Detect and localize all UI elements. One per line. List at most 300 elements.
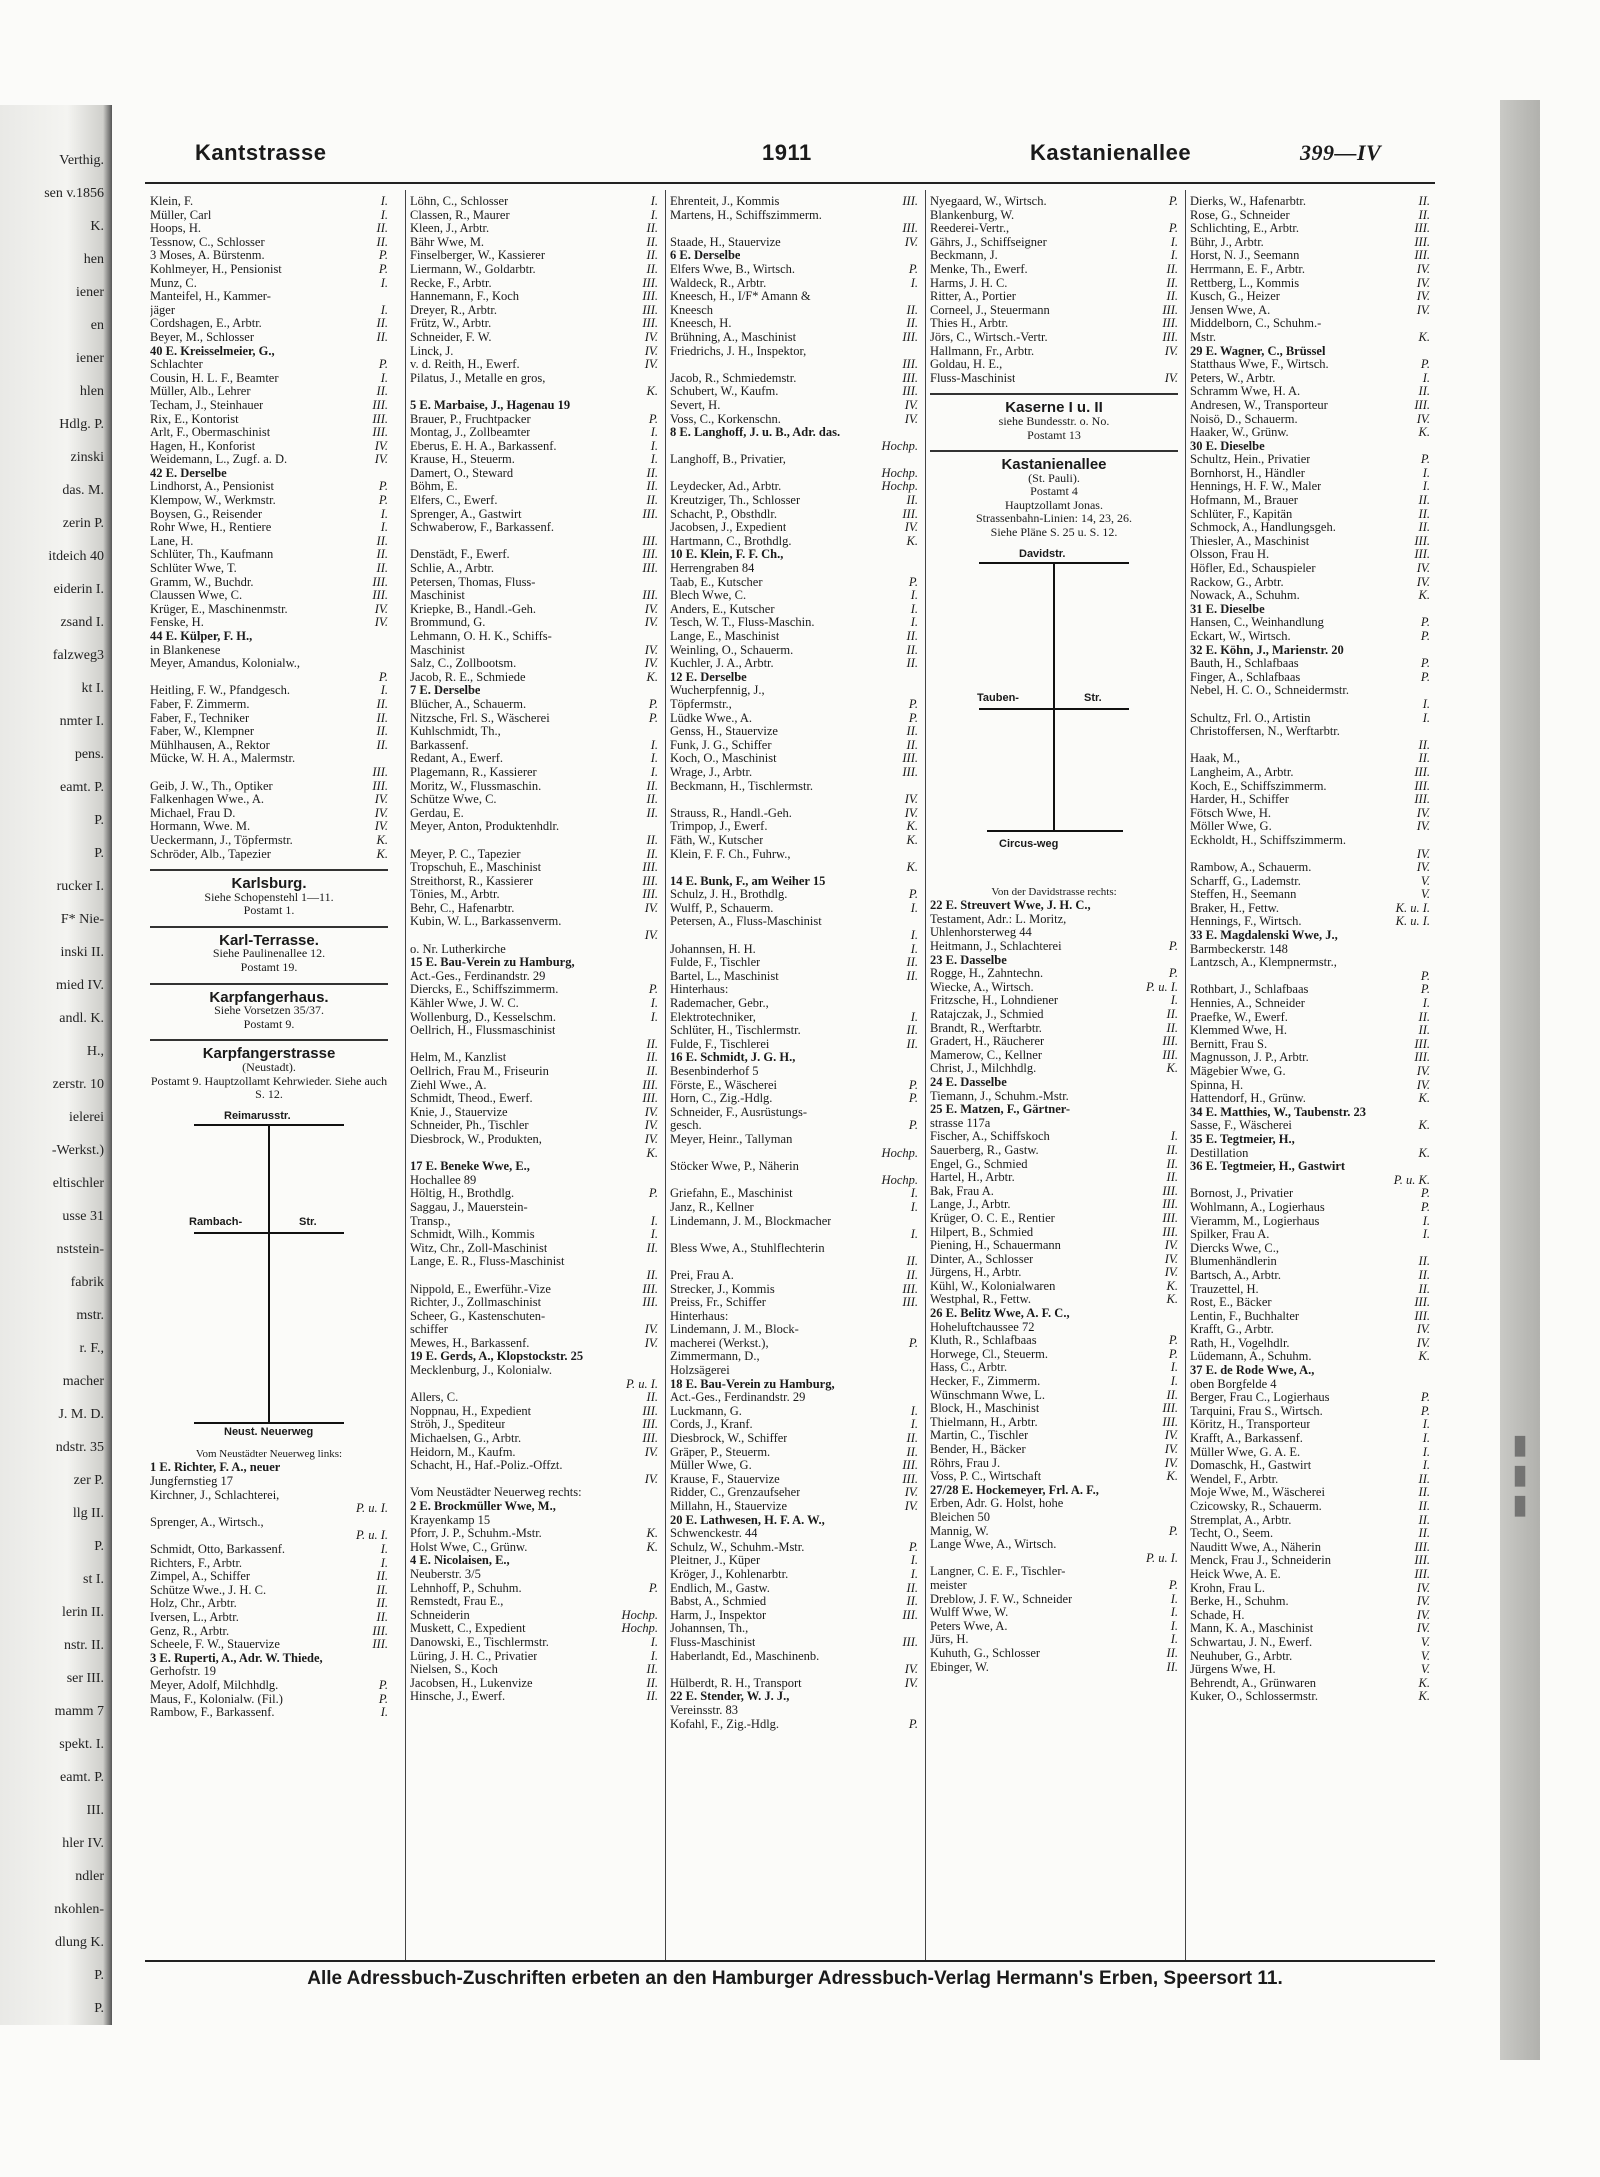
street-heading-block <box>150 983 388 1032</box>
entry-name: Hoheluftchaussee 72 <box>930 1320 1035 1334</box>
entry-name: Meyer, Adolf, Milchhdlg. <box>150 1678 279 1692</box>
directory-entry <box>150 562 388 576</box>
entry-name: Oellrich, H., Flussmaschinist <box>410 1024 556 1038</box>
entry-floor: I. <box>650 737 658 752</box>
directory-entry <box>1190 1622 1430 1636</box>
entry-floor <box>655 1310 658 1324</box>
directory-entry <box>410 616 658 630</box>
entry-floor: I. <box>1422 1213 1430 1228</box>
spine-text-fragment: iener <box>76 285 104 300</box>
directory-entry <box>410 793 658 807</box>
entry-name: Erben, Adr. G. Holst, hohe <box>930 1497 1064 1511</box>
entry-floor: II. <box>376 710 388 725</box>
entry-name: Voss, P. C., Wirtschaft <box>930 1470 1042 1484</box>
entry-floor: IV. <box>1164 1455 1178 1470</box>
entry-name: Hass, C., Arbtr. <box>930 1361 1008 1375</box>
entry-floor: II. <box>1418 384 1430 399</box>
entry-name: Wendel, F., Arbtr. <box>1190 1472 1279 1486</box>
entry-name: Heitling, F. W., Pfandgesch. <box>150 684 290 698</box>
directory-entry <box>410 820 658 834</box>
directory-entry <box>410 480 658 494</box>
entry-floor: II. <box>646 221 658 236</box>
entry-floor <box>1175 1565 1178 1579</box>
entry-name: 33 E. Magdalenski Wwe, J., <box>1190 929 1338 943</box>
entry-name: Lange Wwe, A., Wirtsch. <box>930 1538 1057 1552</box>
spine-text-fragment: hler IV. <box>62 1836 104 1851</box>
entry-floor: III. <box>1162 1197 1178 1212</box>
entry-floor: IV. <box>1416 574 1430 589</box>
entry-name: Gerhofstr. 19 <box>150 1665 216 1679</box>
directory-entry <box>410 698 658 712</box>
directory-entry <box>930 1416 1178 1430</box>
entry-name: Kneesch, H. <box>670 317 732 331</box>
entry-name: Funk, J. G., Schiffer <box>670 738 772 752</box>
entry-floor: III. <box>902 384 918 399</box>
entry-name: Haaker, W., Grünw. <box>1190 426 1289 440</box>
entry-floor: P. <box>1420 982 1430 997</box>
entry-floor <box>915 684 918 698</box>
directory-entry <box>410 317 658 331</box>
entry-name: Hecker, F., Zimmerm. <box>930 1375 1041 1389</box>
entry-floor: P. <box>1420 452 1430 467</box>
street-plan-label: Str. <box>299 1215 317 1228</box>
entry-name: Dreyer, R., Arbtr. <box>410 303 497 317</box>
spine-text-fragment: fabrik <box>70 1275 104 1290</box>
entry-name: Mecklenburg, J., Kolonialw. <box>410 1364 552 1378</box>
directory-entry <box>670 752 918 766</box>
entry-name: Hansen, C., Weinhandlung <box>1190 616 1324 630</box>
entry-floor: II. <box>376 329 388 344</box>
entry-floor: II. <box>646 1064 658 1078</box>
directory-entry <box>410 1554 658 1568</box>
entry-name: Schneider, Ph., Tischler <box>410 1119 529 1133</box>
entry-name: Lane, H. <box>150 534 194 548</box>
entry-name: Kuker, O., Schlossermstr. <box>1190 1690 1318 1704</box>
entry-floor: P. <box>1168 1577 1178 1592</box>
spine-text-fragment: H., <box>86 1044 104 1059</box>
directory-entry <box>670 1201 918 1215</box>
entry-name: Manteifel, H., Kammer- <box>150 290 271 304</box>
directory-entry <box>670 1595 918 1609</box>
entry-name: Preiss, Fr., Schiffer <box>670 1296 766 1310</box>
entry-name: Behr, C., Hafenarbtr. <box>410 901 515 915</box>
entry-name: Sprenger, A., Gastwirt <box>410 507 522 521</box>
entry-floor: II. <box>1418 1471 1430 1486</box>
directory-entry <box>150 440 388 454</box>
entry-name: 19 E. Gerds, A., Klopstockstr. 25 <box>410 1350 584 1364</box>
entry-name: Classen, R., Maurer <box>410 208 510 222</box>
entry-floor <box>385 345 388 359</box>
entry-floor: I. <box>910 1417 918 1432</box>
entry-name: Remstedt, Frau E., <box>410 1595 504 1609</box>
directory-entry <box>930 1035 1178 1049</box>
entry-floor <box>655 1160 658 1174</box>
street-heading-post: Postamt 9. <box>243 1016 295 1031</box>
entry-floor: II. <box>646 1267 658 1282</box>
spine-text-fragment: zerin P. <box>62 516 104 531</box>
entry-name: Rothbart, J., Schlafbaas <box>1190 983 1309 997</box>
directory-entry <box>930 1647 1178 1661</box>
directory-entry <box>150 480 388 494</box>
entry-name: Möller Wwe, G. <box>1190 820 1272 834</box>
entry-name: Nauditt Wwe, A., Näherin <box>1190 1540 1321 1554</box>
entry-name: 2 E. Brockmüller Wwe, M., <box>410 1500 556 1513</box>
directory-entry <box>670 848 918 862</box>
directory-entry <box>150 576 388 590</box>
entry-name: macherei (Werkst.), <box>670 1336 769 1350</box>
entry-name: Finselberger, W., Kassierer <box>410 249 546 263</box>
entry-floor: IV. <box>1164 1265 1178 1280</box>
directory-entry <box>1190 1554 1430 1568</box>
entry-name: Knie, J., Stauervize <box>410 1105 508 1119</box>
entry-name: Statthaus Wwe, F., Wirtsch. <box>1190 358 1329 372</box>
directory-entry <box>670 1446 918 1460</box>
directory-entry <box>150 1516 388 1530</box>
directory-entry <box>410 983 658 997</box>
directory-entry <box>410 1378 658 1392</box>
entry-floor: K. <box>646 1145 658 1160</box>
directory-entry <box>930 1661 1178 1675</box>
directory-entry <box>410 1364 658 1378</box>
entry-name: Peters Wwe, A. <box>930 1619 1008 1633</box>
entry-name: Schultz, Hein., Privatier <box>1190 453 1311 467</box>
directory-entry <box>930 1212 1178 1226</box>
directory-entry <box>410 548 658 562</box>
entry-name: 15 E. Bau-Verein zu Hamburg, <box>410 956 575 970</box>
entry-name: Krafft, A., Barkassenf. <box>1190 1432 1303 1446</box>
entry-name: Wrage, J., Arbtr. <box>670 765 753 779</box>
entry-name: Stöcker Wwe, P., Näherin <box>670 1160 799 1174</box>
entry-name: Bauth, H., Schlafbaas <box>1190 657 1299 671</box>
directory-entry <box>150 236 388 250</box>
entry-name: Ebinger, W. <box>930 1660 989 1674</box>
directory-entry <box>150 1693 388 1707</box>
entry-name: Millahn, H., Stauervize <box>670 1500 787 1513</box>
directory-entry <box>930 195 1178 209</box>
directory-entry <box>670 480 918 494</box>
entry-floor: III. <box>1162 1047 1178 1062</box>
directory-entry <box>930 994 1178 1008</box>
entry-name: Gräper, P., Steuerm. <box>670 1445 771 1459</box>
directory-entry <box>930 1334 1178 1348</box>
directory-entry <box>670 1024 918 1038</box>
entry-floor: P. <box>1420 656 1430 671</box>
entry-name: Kähler Wwe, J. W. C. <box>410 997 519 1011</box>
entry-name: Müller, Alb., Lehrer <box>150 385 251 399</box>
entry-name: Johannsen, H. H. <box>670 942 756 956</box>
directory-entry <box>670 345 918 359</box>
directory-entry <box>930 1633 1178 1647</box>
directory-entry <box>410 1473 658 1487</box>
directory-entry <box>930 1280 1178 1294</box>
entry-floor: II. <box>376 547 388 562</box>
entry-name: Müller Wwe, G. A. E. <box>1190 1445 1301 1459</box>
directory-entry <box>1190 562 1430 576</box>
header-right-street: Kastanienallee <box>1030 140 1192 165</box>
spine-text-fragment: llg II. <box>72 1506 104 1521</box>
directory-entry <box>1190 1595 1430 1609</box>
directory-entry <box>410 684 658 698</box>
entry-name: Lantzsch, A., Klempnermstr., <box>1190 956 1337 970</box>
entry-name: Schlichting, E., Arbtr. <box>1190 222 1300 236</box>
directory-entry <box>1190 1446 1430 1460</box>
directory-entry <box>670 630 918 644</box>
directory-entry <box>1190 1459 1430 1473</box>
entry-floor: V. <box>1420 887 1430 902</box>
entry-name: 29 E. Wagner, C., Brüssel <box>1190 344 1326 358</box>
entry-name: Linck, J. <box>410 344 454 358</box>
cross-street <box>194 1422 344 1424</box>
entry-floor: II. <box>1166 1645 1178 1660</box>
entry-name: Schmidt, Theod., Ewerf. <box>410 1092 533 1106</box>
directory-entry <box>930 1402 1178 1416</box>
directory-column-5 <box>1190 195 1430 1955</box>
directory-entry <box>1190 834 1430 848</box>
entry-floor: K. <box>906 860 918 875</box>
directory-entry <box>930 1130 1178 1144</box>
entry-floor: IV. <box>644 1104 658 1119</box>
entry-floor <box>915 848 918 862</box>
directory-entry <box>1190 1228 1430 1242</box>
entry-floor: II. <box>1166 1142 1178 1157</box>
directory-entry <box>150 317 388 331</box>
directory-entry <box>410 1079 658 1093</box>
entry-floor: III. <box>1414 792 1430 807</box>
spine-text-fragment: hen <box>83 252 104 267</box>
entry-name: Petersen, A., Fluss-Maschinist <box>670 915 822 929</box>
directory-entry <box>670 576 918 590</box>
entry-floor: P. <box>1168 966 1178 981</box>
entry-floor: III. <box>902 329 918 344</box>
directory-entry <box>150 1461 388 1475</box>
entry-floor: I. <box>380 370 388 385</box>
entry-name: Ströh, J., Spediteur <box>410 1418 506 1432</box>
spine-text-fragment: falzweg3 <box>52 648 104 663</box>
street-plan-label: Davidstr. <box>1019 547 1066 560</box>
entry-floor: I. <box>650 438 658 453</box>
entry-name: Müller Wwe, G. <box>670 1459 752 1473</box>
entry-name: Neuberstr. 3/5 <box>410 1567 481 1581</box>
directory-entry <box>1190 535 1430 549</box>
entry-name: Tropschuh, E., Maschinist <box>410 861 542 875</box>
entry-name: 32 E. Köhn, J., Marienstr. 20 <box>1190 643 1344 657</box>
entry-name: Hennies, A., Schneider <box>1190 997 1305 1011</box>
entry-floor <box>915 915 918 929</box>
entry-floor <box>385 1665 388 1679</box>
entry-name: Petersen, Thomas, Fluss- <box>410 575 536 589</box>
entry-floor: II. <box>906 629 918 643</box>
entry-name: Pleitner, J., Küper <box>670 1554 761 1568</box>
directory-entry <box>670 1432 918 1446</box>
entry-floor <box>915 1364 918 1378</box>
entry-floor: IV. <box>1164 1238 1178 1253</box>
entry-floor: III. <box>1414 234 1430 249</box>
directory-entry <box>1190 1486 1430 1500</box>
entry-floor: IV. <box>1164 1428 1178 1443</box>
entry-name: Engel, G., Schmied <box>930 1157 1028 1171</box>
spine-text-fragment: nststein- <box>56 1242 104 1257</box>
entry-floor: II. <box>646 832 658 847</box>
directory-entry <box>1190 548 1430 562</box>
entry-name: Corneel, J., Steuermann <box>930 303 1050 317</box>
directory-entry <box>670 1364 918 1378</box>
directory-entry <box>1190 888 1430 902</box>
entry-floor: P. <box>908 1091 918 1106</box>
directory-entry <box>670 304 918 318</box>
directory-entry <box>930 1620 1178 1634</box>
directory-entry <box>670 1609 918 1623</box>
entry-floor <box>385 1475 388 1489</box>
entry-floor: III. <box>642 533 658 548</box>
entry-name: Steffen, H., Seemann <box>1190 888 1297 902</box>
entry-name: Höfler, Ed., Schauspieler <box>1190 562 1316 576</box>
spine-text-fragment: kt I. <box>81 681 104 696</box>
entry-floor: P. u. I. <box>625 1376 658 1391</box>
entry-name: Lange, J., Arbtr. <box>930 1198 1011 1212</box>
entry-name: Hannemann, F., Koch <box>410 290 520 304</box>
entry-name: Montag, J., Zollbeamter <box>410 426 531 440</box>
entry-name: Schneider, F., Ausrüstungs- <box>670 1105 808 1119</box>
directory-entry <box>410 766 658 780</box>
directory-entry <box>410 943 658 957</box>
directory-entry <box>1190 331 1430 345</box>
directory-entry <box>1190 848 1430 862</box>
entry-floor <box>915 1106 918 1120</box>
entry-floor <box>1175 1497 1178 1511</box>
directory-entry <box>410 1228 658 1242</box>
entry-floor: IV. <box>644 615 658 630</box>
directory-entry <box>150 684 388 698</box>
directory-entry <box>1190 440 1430 454</box>
entry-floor: I. <box>1422 710 1430 725</box>
entry-name: Frütz, W., Arbtr. <box>410 317 492 331</box>
entry-floor: II. <box>906 493 918 508</box>
entry-floor: P. <box>1420 629 1430 643</box>
entry-floor: P. u. I. <box>355 1501 388 1516</box>
entry-name: Müller, Carl <box>150 208 212 222</box>
entry-floor: II. <box>1166 1659 1178 1674</box>
entry-name: Lehmann, O. H. K., Schiffs- <box>410 630 552 643</box>
directory-entry <box>930 209 1178 223</box>
directory-entry <box>150 1679 388 1693</box>
entry-name: Iversen, L., Arbtr. <box>150 1610 239 1624</box>
directory-entry <box>1190 875 1430 889</box>
entry-floor: IV. <box>644 1444 658 1459</box>
entry-floor: III. <box>642 1295 658 1310</box>
spine-text-fragment: mamm 7 <box>54 1704 104 1719</box>
directory-entry <box>1190 372 1430 386</box>
street-heading-plan: Siehe Pläne S. 25 u. S. 12. <box>990 525 1118 540</box>
directory-entry <box>410 1677 658 1691</box>
directory-entry <box>1190 589 1430 603</box>
entry-floor: II. <box>646 805 658 820</box>
entry-floor: K. <box>1418 1675 1430 1690</box>
entry-name: Cousin, H. L. F., Beamter <box>150 371 279 385</box>
entry-floor <box>655 399 658 413</box>
entry-name: Jörs, C., Wirtsch.-Vertr. <box>930 330 1048 344</box>
directory-entry <box>410 657 658 671</box>
entry-name: Anders, E., Kutscher <box>670 602 775 616</box>
entry-floor: K. <box>646 1526 658 1541</box>
spine-text-fragment: mstr. <box>76 1308 104 1323</box>
spine-text-fragment: andl. K. <box>59 1011 104 1026</box>
entry-floor: P. <box>648 411 658 426</box>
directory-entry <box>1190 290 1430 304</box>
entry-name: Maschinist <box>410 643 465 657</box>
entry-floor: III. <box>1414 778 1430 793</box>
directory-entry <box>930 1429 1178 1443</box>
entry-floor: III. <box>902 1281 918 1296</box>
entry-name: Faber, W., Klempner <box>150 725 254 739</box>
entry-name: 7 E. Derselbe <box>410 684 481 698</box>
directory-entry <box>670 589 918 603</box>
entry-floor: III. <box>1162 1224 1178 1239</box>
entry-name: Beckmann, H., Tischlermstr. <box>670 779 814 793</box>
directory-entry <box>1190 712 1430 726</box>
directory-entry <box>1190 426 1430 440</box>
directory-entry <box>1190 1310 1430 1324</box>
directory-entry <box>930 1226 1178 1240</box>
directory-entry <box>1190 1405 1430 1419</box>
entry-floor: II. <box>646 493 658 508</box>
directory-entry <box>1190 1011 1430 1025</box>
entry-floor: P. <box>1420 1199 1430 1214</box>
entry-floor <box>915 1215 918 1229</box>
directory-entry <box>670 508 918 522</box>
directory-entry <box>670 277 918 291</box>
entry-name: Schmidt, Otto, Barkassenf. <box>150 1542 286 1556</box>
entry-name: 4 E. Nicolaisen, E., <box>410 1554 510 1568</box>
street-heading-zoll: Hauptzollamt Jonas. <box>1005 497 1103 512</box>
directory-entry <box>670 1418 918 1432</box>
entry-name: Diercks, E., Schiffszimmerm. <box>410 983 559 997</box>
directory-entry <box>670 1269 918 1283</box>
directory-entry <box>150 385 388 399</box>
directory-entry <box>150 671 388 685</box>
entry-name: Czicowsky, R., Schauerm. <box>1190 1500 1322 1513</box>
directory-entry <box>930 304 1178 318</box>
entry-floor: II. <box>1418 1254 1430 1269</box>
entry-name: Praefke, W., Ewerf. <box>1190 1010 1288 1024</box>
entry-name: Förste, E., Wäscherei <box>670 1078 778 1092</box>
entry-name: Rambow, A., Schauerm. <box>1190 861 1312 875</box>
entry-name: Moritz, W., Flussmaschin. <box>410 779 542 793</box>
entry-name: Hattendorf, H., Grünw. <box>1190 1092 1306 1106</box>
entry-floor: IV. <box>644 900 658 915</box>
entry-name: Fötsch Wwe, H. <box>1190 806 1272 820</box>
entry-floor <box>655 725 658 739</box>
entry-name: Dierks, W., Hafenarbtr. <box>1190 195 1306 208</box>
entry-name: Schmock, A., Handlungsgeh. <box>1190 521 1336 535</box>
directory-entry <box>930 277 1178 291</box>
spine-text-fragment: rucker I. <box>56 879 104 894</box>
directory-entry <box>670 1255 918 1269</box>
directory-entry <box>1190 576 1430 590</box>
directory-entry <box>410 1609 658 1623</box>
directory-entry <box>930 1293 1178 1307</box>
entry-name: Block, H., Maschinist <box>930 1402 1040 1416</box>
directory-entry <box>930 1198 1178 1212</box>
directory-entry <box>670 1147 918 1161</box>
directory-entry <box>670 1174 918 1188</box>
entry-floor: Hochp. <box>881 1145 918 1160</box>
directory-entry <box>930 967 1178 981</box>
directory-entry <box>670 1051 918 1065</box>
entry-name: Hinterhaus: <box>670 1309 729 1323</box>
directory-entry <box>930 926 1178 940</box>
entry-name: Lange, E., Maschinist <box>670 630 780 643</box>
entry-name: Maus, F., Kolonialw. (Fil.) <box>150 1692 283 1706</box>
